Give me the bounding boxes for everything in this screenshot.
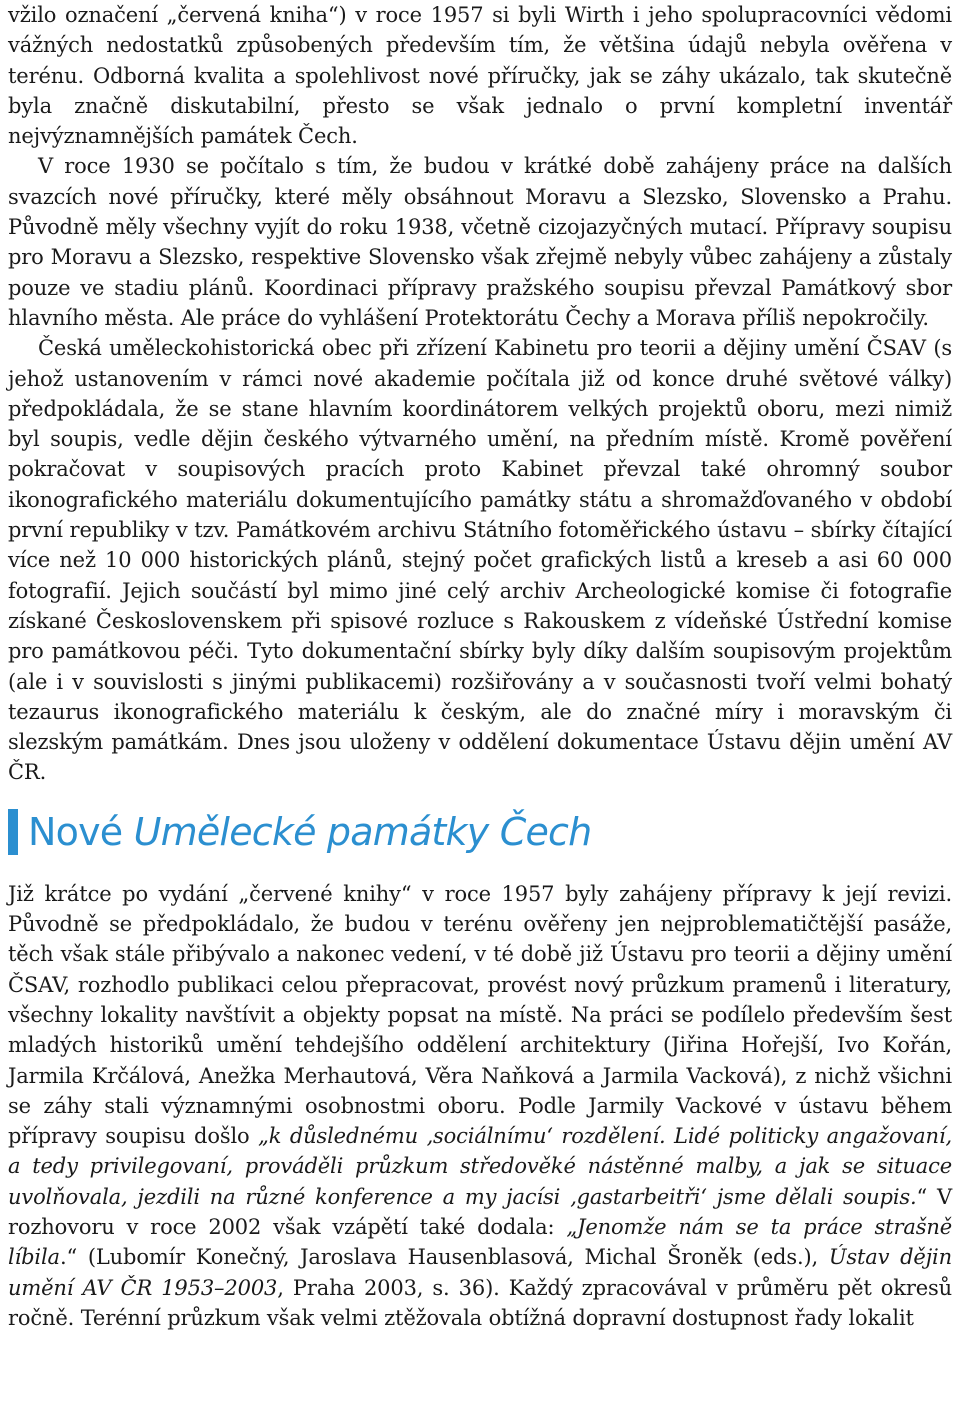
book-title: Ústav dějin umění AV ČR 1953–2003 bbox=[8, 1245, 953, 1300]
heading-prefix: Nové bbox=[28, 809, 134, 854]
paragraph-4-part-2: “ V rozhovoru v roce 2002 však vzápětí také dodala: bbox=[8, 1184, 952, 1239]
paragraph-2: V roce 1930 se počítalo s tím, že budou v krátké době zahájeny práce na dalších svazcích nové příručky, které měly obsáhnout Moravu a Slezsko, Slovensko a Prahu. Původně měly všechny vyjít do roku 1938, včetně cizojazyčných mutací. Přípravy soupisu pro Moravu a Slezsko, respektive Slovensko však zřejmě nebyly vůbec zahájeny a zůstaly pouze ve stadiu plánů. Koordinaci přípravy pražského soupisu převzal Památkový sbor hlavního města. Ale práce do vyhlášení Protektorátu Čechy a Morava příliš nepokročily. bbox=[8, 154, 952, 330]
section-heading bbox=[0, 807, 952, 857]
paragraph-4-part-3: .“ (Lubomír Konečný, Jaroslava Hausenblasová, Michal Šroněk (eds.), bbox=[59, 1245, 829, 1270]
paragraph-4-part-1: Již krátce po vydání „červené knihy“ v roce 1957 byly zahájeny přípravy k její revizi. Původně se předpokládalo, že budou v terénu ověřeny jen nejproblematičtější pasáže, těch však stále přibývalo a nakonec vedení, v té době již Ústavu pro teorii a dějiny umění ČSAV, rozhodlo publikaci celou přepracovat, provést nový průzkum pramenů i literatury, všechny lokality navštívit a objekty popsat na místě. Na práci se podílelo především šest mladých historiků umění tehdejšího oddělení architektury (Jiřina Hořejší, Ivo Kořán, Jarmila Krčálová, Anežka Merhautová, Věra Naňková a Jarmila Vacková), z nichž všichni se záhy stali významnými osobnostmi oboru. Podle Jarmily Vackové v ústavu během přípravy soupisu došlo bbox=[8, 881, 952, 1149]
paragraph-4 bbox=[8, 879, 952, 1333]
heading-accent-bar bbox=[8, 809, 18, 855]
quote-vackova-2: „Jenomže nám se ta práce strašně líbila bbox=[8, 1214, 952, 1270]
document-page bbox=[8, 0, 952, 1333]
paragraph-4-part-4: , Praha 2003, s. 36). Každý zpracovával v průměru pět okresů ročně. Terénní průzkum však velmi ztěžovala obtížná dopravní dostupnost řady lokalit bbox=[8, 1275, 952, 1330]
quote-vackova: „k důslednému ‚sociálnímu‘ rozdělení. Lidé politicky angažovaní, a tedy privilegovaní, prováděli průzkum středověké nástěnné malby, a jak se situace uvolňovala, jezdili na různé konference a my jacísi ‚gastarbeitři‘ jsme dělali soupis. bbox=[8, 1124, 952, 1209]
section-heading-text bbox=[28, 809, 592, 854]
heading-italic-title: Umělecké památky Čech bbox=[133, 809, 592, 854]
paragraph-3: Česká uměleckohistorická obec při zřízení Kabinetu pro teorii a dějiny umění ČSAV (s jehož ustanovením v rámci nové akademie počítala již od konce druhé světové války) předpokládala, že se stane hlavním koordinátorem velkých projektů oboru, mezi nimiž byl soupis, vedle dějin českého výtvarného umění, na předním místě. Kromě pověření pokračovat v soupisových pracích proto Kabinet převzal také ohromný soubor ikonografického materiálu dokumentujícího památky státu a shromažďovaného v období první republiky v tzv. Památkovém archivu Státního fotoměřického ústavu – sbírky čítající více než 10 000 historických plánů, stejný počet grafických listů a kreseb a asi 60 000 fotografií. Jejich součástí byl mimo jiné celý archiv Archeologické komise či fotografie získané Československem při spisové rozluce s Rakouskem z vídeňské Ústřední komise pro památkovou péči. Tyto dokumentační sbírky byly díky dalším soupisovým projektům (ale i v souvislosti s jinými publikacemi) rozšiřovány a v současnosti tvoří velmi bohatý tezaurus ikonografického materiálu k českým, ale do značné míry i moravským či slezským památkám. Dnes jsou uloženy v oddělení dokumentace Ústavu dějin umění AV ČR. bbox=[8, 336, 952, 785]
paragraph-1: vžilo označení „červená kniha“) v roce 1957 si byli Wirth i jeho spolupracovníci vědomi vážných nedostatků způsobených především tím, že většina údajů nebyla ověřena v terénu. Odborná kvalita a spolehlivost nové příručky, jak se záhy ukázalo, tak skutečně byla značně diskutabilní, přesto se však jednalo o první kompletní inventář nejvýznamnějších památek Čech. bbox=[8, 3, 952, 149]
